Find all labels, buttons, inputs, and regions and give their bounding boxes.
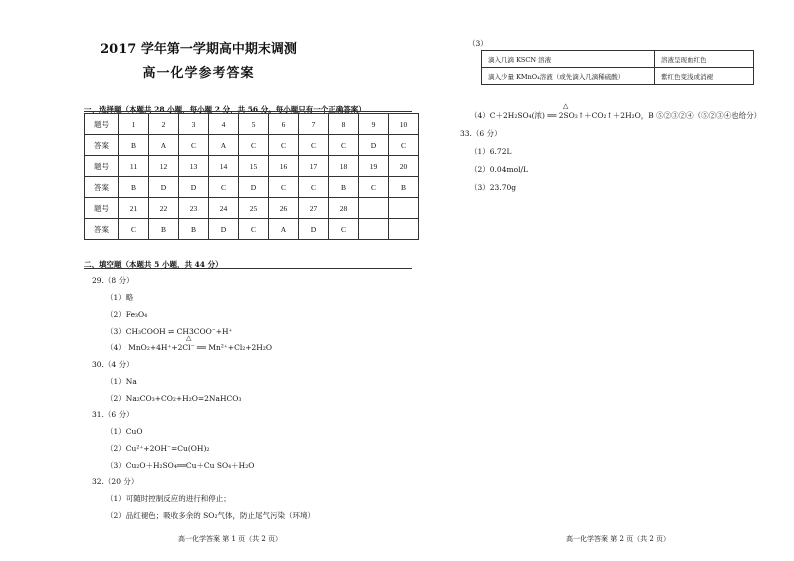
question-number-row: [85, 156, 419, 177]
q32-part4: （4）C＋2H₂SO₄(浓) ══ 2SO₂↑＋CO₂↑＋2H₂O，B ⑤②③②④（⑤②③④也给分）: [470, 111, 762, 120]
q29-item-4: （4） MnO₂+4H⁺+2Cl⁻ ══ Mn²⁺+Cl₂+2H₂O: [106, 343, 272, 352]
q30-item-2: （2）Na₂CO₃+CO₂+H₂O=2NaHCO₃: [106, 394, 242, 403]
answer-cell: [389, 219, 419, 240]
answer-cell: B: [389, 177, 419, 198]
answer-row: [85, 135, 419, 156]
q32-item-1: （1）可随时控制反应的进行和停止；: [106, 494, 231, 503]
answer-key-title: 高一化学参考答案: [142, 66, 255, 81]
question-number-cell: 23: [179, 198, 209, 219]
question-number-cell: 27: [299, 198, 329, 219]
question-number-cell: 5: [239, 114, 269, 135]
answer-cell: B: [119, 135, 149, 156]
q31-item-1: （1）CuO: [106, 427, 143, 436]
answer-header: 答案: [85, 177, 119, 198]
question-number-cell: 6: [269, 114, 299, 135]
answer-cell: C: [299, 177, 329, 198]
q30-label: 30.（4 分）: [92, 360, 134, 369]
q29-item-1: （1）略: [106, 293, 134, 302]
answer-cell: C: [359, 177, 389, 198]
question-number-header: 题号: [85, 156, 119, 177]
answer-cell: C: [329, 219, 359, 240]
q32-part3-label: （3）: [468, 39, 488, 48]
question-number-cell: 26: [269, 198, 299, 219]
part3-row2-operation: 滴入少量 KMnO₄溶液（或先滴入几滴稀硫酸）: [482, 68, 655, 85]
answer-cell: C: [209, 177, 239, 198]
q33-item-3: （3）23.70g: [470, 183, 517, 192]
q32-part4-heat-symbol: △: [563, 102, 569, 110]
answer-cell: D: [149, 177, 179, 198]
answer-row: [85, 219, 419, 240]
question-number-cell: 4: [209, 114, 239, 135]
section1-heading: 一、选择题（本题共 28 小题，每小题 2 分，共 56 分。每小题只有一个正确答案）: [84, 105, 366, 114]
q29-item-3: （3）CH₃COOH ⇌ CH3COO⁻+H⁺: [106, 327, 233, 336]
section2-rule: [84, 268, 412, 269]
q33-item-1: （1）6.72L: [470, 147, 512, 156]
answer-cell: B: [179, 219, 209, 240]
q33-label: 33.（6 分）: [460, 129, 502, 138]
answer-cell: [359, 219, 389, 240]
question-number-cell: 3: [179, 114, 209, 135]
answer-cell: C: [179, 135, 209, 156]
question-number-cell: [389, 198, 419, 219]
question-number-cell: 22: [149, 198, 179, 219]
question-number-cell: 15: [239, 156, 269, 177]
answer-cell: C: [239, 135, 269, 156]
question-number-cell: 2: [149, 114, 179, 135]
answer-cell: D: [239, 177, 269, 198]
q32-part3-table: [481, 50, 754, 85]
answer-cell: B: [149, 219, 179, 240]
question-number-cell: 7: [299, 114, 329, 135]
question-number-cell: 11: [119, 156, 149, 177]
question-number-cell: 13: [179, 156, 209, 177]
question-number-cell: 21: [119, 198, 149, 219]
question-number-cell: 1: [119, 114, 149, 135]
question-number-cell: [359, 198, 389, 219]
q31-item-2: （2）Cu²⁺+2OH⁻=Cu(OH)₂: [106, 444, 210, 453]
question-number-header: 题号: [85, 114, 119, 135]
q33-item-2: （2）0.04mol/L: [470, 165, 529, 174]
question-number-cell: 16: [269, 156, 299, 177]
q29-label: 29.（8 分）: [92, 276, 134, 285]
question-number-row: [85, 198, 419, 219]
answer-cell: C: [329, 135, 359, 156]
section2-heading: 二、填空题（本题共 5 小题，共 44 分）: [84, 260, 223, 269]
answer-header: 答案: [85, 135, 119, 156]
part3-row2-result: 紫红色变浅或消褪: [655, 68, 754, 85]
footer-page-2: 高一化学答案 第 2 页（共 2 页）: [566, 535, 671, 543]
answer-cell: C: [299, 135, 329, 156]
section1-rule: [84, 111, 412, 112]
question-number-cell: 14: [209, 156, 239, 177]
answer-header: 答案: [85, 219, 119, 240]
question-number-row: [85, 114, 419, 135]
answer-cell: B: [119, 177, 149, 198]
question-number-cell: 10: [389, 114, 419, 135]
answer-cell: C: [269, 135, 299, 156]
question-number-cell: 8: [329, 114, 359, 135]
part3-row1-operation: 滴入几滴 KSCN 溶液: [482, 51, 655, 68]
answer-cell: D: [179, 177, 209, 198]
question-number-cell: 18: [329, 156, 359, 177]
choice-answer-table: [84, 113, 419, 240]
answer-row: [85, 177, 419, 198]
answer-cell: C: [389, 135, 419, 156]
question-number-cell: 28: [329, 198, 359, 219]
footer-page-1: 高一化学答案 第 1 页（共 2 页）: [178, 535, 283, 543]
answer-cell: A: [149, 135, 179, 156]
q30-item-1: （1）Na: [106, 377, 137, 386]
answer-cell: C: [119, 219, 149, 240]
question-number-cell: 12: [149, 156, 179, 177]
part3-row1-result: 溶液呈现血红色: [655, 51, 754, 68]
q31-item-3: （3）Cu₂O＋H₂SO₄══Cu＋Cu SO₄＋H₂O: [106, 461, 255, 470]
question-number-header: 题号: [85, 198, 119, 219]
question-number-cell: 19: [359, 156, 389, 177]
answer-cell: C: [239, 219, 269, 240]
q31-label: 31.（6 分）: [92, 410, 134, 419]
q32-label: 32.（20 分）: [92, 477, 139, 486]
answer-cell: D: [209, 219, 239, 240]
answer-cell: A: [209, 135, 239, 156]
q29-item-2: （2）Fe₃O₄: [106, 310, 148, 319]
answer-cell: B: [329, 177, 359, 198]
question-number-cell: 17: [299, 156, 329, 177]
question-number-cell: 25: [239, 198, 269, 219]
q32-item-2: （2）品红褪色；吸收多余的 SO₂气体，防止尾气污染（环境）: [106, 511, 315, 520]
question-number-cell: 20: [389, 156, 419, 177]
question-number-cell: 24: [209, 198, 239, 219]
answer-cell: A: [269, 219, 299, 240]
answer-cell: C: [269, 177, 299, 198]
answer-cell: D: [299, 219, 329, 240]
exam-title: 2017 学年第一学期高中期末调测: [100, 42, 297, 57]
question-number-cell: 9: [359, 114, 389, 135]
q29-heat-symbol: △: [186, 334, 192, 342]
answer-cell: D: [359, 135, 389, 156]
